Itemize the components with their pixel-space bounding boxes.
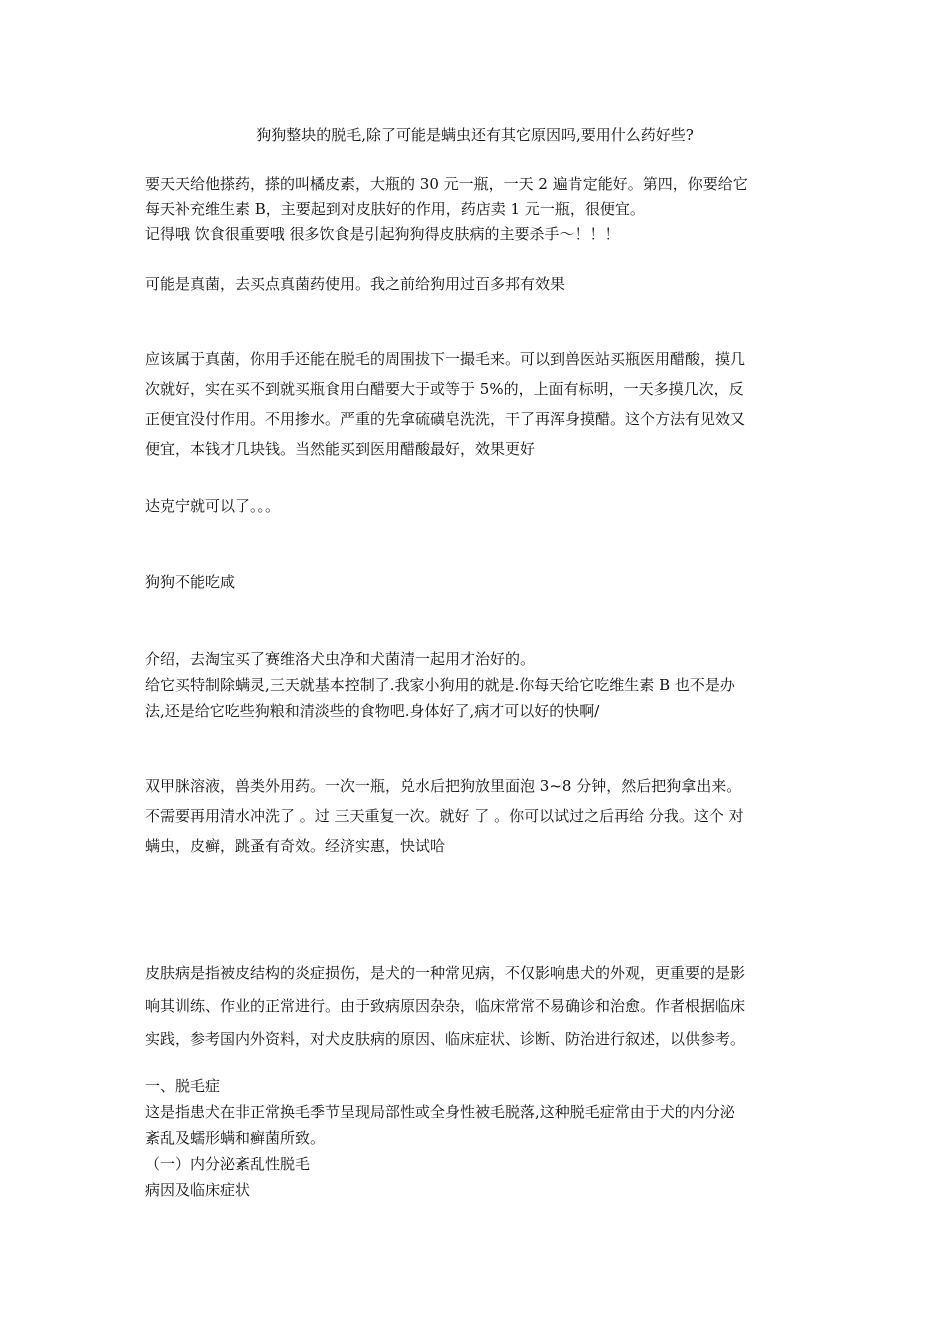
section-heading: 一、脱毛症 [145, 1077, 221, 1095]
text-line: 法,还是给它吃些狗粮和清淡些的食物吧.身体好了,病才可以好的快啊/ [145, 702, 600, 720]
subsection-heading: （一）内分泌紊乱性脱毛 [145, 1155, 311, 1173]
text-line: 记得哦 饮食很重要哦 很多饮食是引起狗狗得皮肤病的主要杀手～！！！ [145, 225, 620, 243]
section-alopecia [145, 1073, 810, 1203]
text-line: 狗狗不能吃咸 [145, 573, 236, 591]
answer-paragraph-1 [145, 172, 810, 247]
text-line: 正便宜没付作用。不用掺水。严重的先拿硫磺皂洗洗，干了再浑身摸醋。这个方法有见效又 [145, 410, 746, 428]
text-line: 皮肤病是指被皮结构的炎症损伤，是犬的一种常见病，不仅影响患犬的外观，更重要的是影 [145, 964, 746, 982]
text-line: 应该属于真菌，你用手还能在脱毛的周围拔下一撮毛来。可以到兽医站买瓶医用醋酸，摸几 [145, 350, 746, 368]
answer-paragraph-5 [145, 570, 810, 594]
text-line: 可能是真菌，去买点真菌药使用。我之前给狗用过百多邦有效果 [145, 275, 566, 293]
text-line: 响其训练、作业的正常进行。由于致病原因杂杂，临床常常不易确诊和治愈。作者根据临床 [145, 997, 746, 1015]
text-line: 不需要再用清水冲洗了 。过 三天重复一次。就好 了 。你可以试过之后再给 分我。这个 对 [145, 807, 744, 825]
subsection-subheading: 病因及临床症状 [145, 1181, 251, 1199]
text-line: 次就好，实在买不到就买瓶食用白醋要大于或等于 5%的，上面有标明，一天多摸几次，反 [145, 380, 744, 398]
answer-paragraph-2 [145, 272, 810, 296]
article-intro-paragraph [145, 957, 810, 1056]
answer-paragraph-7 [145, 771, 810, 861]
answer-paragraph-4 [145, 494, 810, 518]
text-line: 每天补充维生素 B，主要起到对皮肤好的作用，药店卖 1 元一瓶，很便宜。 [145, 200, 645, 218]
text-line: 螨虫，皮癣，跳蚤有奇效。经济实惠，快试哈 [145, 837, 446, 855]
answer-paragraph-6 [145, 646, 810, 724]
text-line: 给它买特制除螨灵,三天就基本控制了.我家小狗用的就是.你每天给它吃维生素 B 也不是办 [145, 676, 735, 694]
text-line: 要天天给他搽药，搽的叫橘皮素，大瓶的 30 元一瓶，一天 2 遍肯定能好。第四，你要给它 [145, 175, 748, 193]
text-line: 便宜，本钱才几块钱。当然能买到医用醋酸最好，效果更好 [145, 440, 536, 458]
text-line: 实践，参考国内外资料，对犬皮肤病的原因、临床症状、诊断、防治进行叙述，以供参考。 [145, 1030, 746, 1048]
text-line: 这是指患犬在非正常换毛季节呈现局部性或全身性被毛脱落,这种脱毛症常由于犬的内分泌 [145, 1103, 735, 1121]
text-line: 达克宁就可以了。。。 [145, 497, 281, 515]
answer-paragraph-3 [145, 344, 810, 464]
document-title: 狗狗整块的脱毛,除了可能是螨虫还有其它原因吗,要用什么药好些? [256, 126, 694, 144]
text-line: 双甲脒溶液，兽类外用药。一次一瓶，兑水后把狗放里面泡 3~8 分钟，然后把狗拿出来。 [145, 777, 742, 795]
text-line: 介绍，去淘宝买了赛维洛犬虫净和犬菌清一起用才治好的。 [145, 650, 536, 668]
text-line: 紊乱及蠕形螨和癣菌所致。 [145, 1129, 326, 1147]
